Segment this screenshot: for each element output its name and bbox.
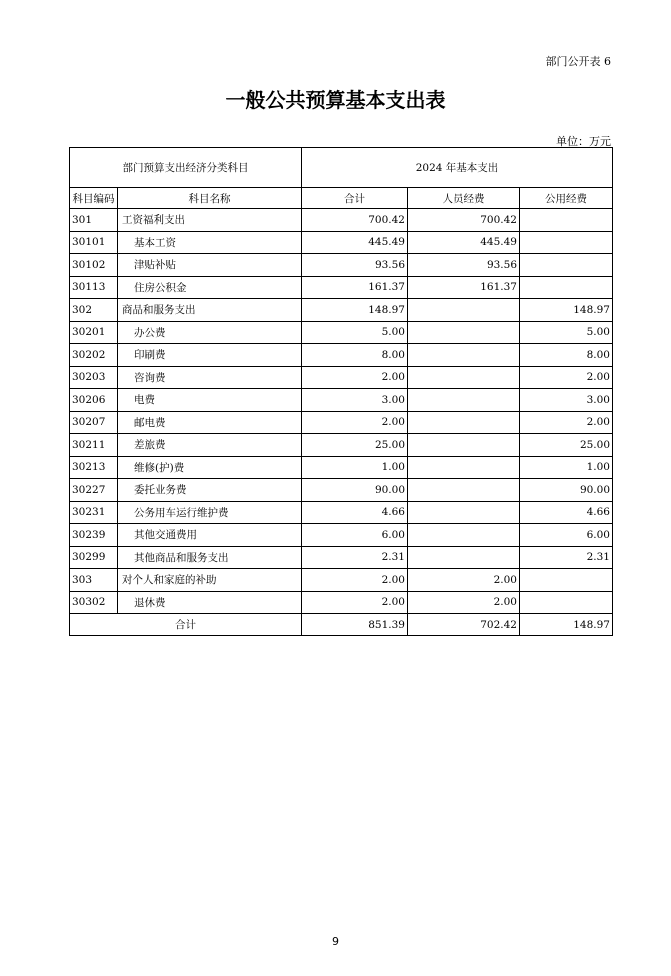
public-cell [520, 231, 613, 254]
name-cell: 差旅费 [118, 434, 302, 457]
table-row [70, 479, 613, 502]
total-cell: 445.49 [302, 231, 408, 254]
name-cell: 商品和服务支出 [118, 299, 302, 322]
header-row-group [70, 148, 613, 188]
personnel-cell: 700.42 [408, 209, 520, 232]
personnel-cell [408, 344, 520, 367]
col-header-personnel: 人员经费 [408, 188, 520, 209]
total-cell: 25.00 [302, 434, 408, 457]
name-cell: 住房公积金 [118, 276, 302, 299]
personnel-cell: 2.00 [408, 569, 520, 592]
total-cell: 2.00 [302, 569, 408, 592]
personnel-cell [408, 479, 520, 502]
public-cell [520, 209, 613, 232]
name-cell: 咨询费 [118, 366, 302, 389]
header-year-expenditure: 2024 年基本支出 [302, 148, 613, 188]
col-header-total: 合计 [302, 188, 408, 209]
total-cell: 4.66 [302, 501, 408, 524]
total-cell: 1.00 [302, 456, 408, 479]
public-cell [520, 276, 613, 299]
personnel-cell: 2.00 [408, 591, 520, 614]
code-cell: 30202 [70, 344, 118, 367]
public-cell: 1.00 [520, 456, 613, 479]
code-cell: 30299 [70, 546, 118, 569]
table-row [70, 231, 613, 254]
code-cell: 30201 [70, 321, 118, 344]
code-cell: 30302 [70, 591, 118, 614]
public-cell: 2.00 [520, 366, 613, 389]
total-cell: 3.00 [302, 389, 408, 412]
col-header-name: 科目名称 [118, 188, 302, 209]
personnel-cell [408, 524, 520, 547]
total-cell: 2.00 [302, 411, 408, 434]
name-cell: 印刷费 [118, 344, 302, 367]
total-personnel-cell: 702.42 [408, 614, 520, 636]
name-cell: 其他商品和服务支出 [118, 546, 302, 569]
header-row-columns [70, 188, 613, 209]
total-cell: 2.31 [302, 546, 408, 569]
page-title: 一般公共预算基本支出表 [225, 88, 446, 112]
table-row [70, 591, 613, 614]
personnel-cell [408, 456, 520, 479]
personnel-cell [408, 501, 520, 524]
table-row [70, 546, 613, 569]
name-cell: 电费 [118, 389, 302, 412]
personnel-cell [408, 299, 520, 322]
personnel-cell: 93.56 [408, 254, 520, 277]
personnel-cell: 445.49 [408, 231, 520, 254]
name-cell: 办公费 [118, 321, 302, 344]
personnel-cell [408, 411, 520, 434]
public-cell: 4.66 [520, 501, 613, 524]
public-cell: 2.00 [520, 411, 613, 434]
table-row [70, 456, 613, 479]
public-cell: 3.00 [520, 389, 613, 412]
public-cell: 6.00 [520, 524, 613, 547]
table-row [70, 344, 613, 367]
total-public-cell: 148.97 [520, 614, 613, 636]
personnel-cell [408, 366, 520, 389]
total-cell: 161.37 [302, 276, 408, 299]
public-cell [520, 591, 613, 614]
table-row [70, 299, 613, 322]
name-cell: 退休费 [118, 591, 302, 614]
public-cell: 90.00 [520, 479, 613, 502]
total-label: 合计 [70, 614, 302, 636]
personnel-cell: 161.37 [408, 276, 520, 299]
table-row [70, 366, 613, 389]
public-cell: 8.00 [520, 344, 613, 367]
page-number: 9 [332, 935, 339, 948]
public-cell: 5.00 [520, 321, 613, 344]
table-row [70, 321, 613, 344]
code-cell: 302 [70, 299, 118, 322]
form-number-label: 部门公开表 6 [545, 55, 611, 68]
total-row [70, 614, 613, 636]
code-cell: 30211 [70, 434, 118, 457]
table-row [70, 524, 613, 547]
total-cell: 8.00 [302, 344, 408, 367]
table-row [70, 209, 613, 232]
code-cell: 30231 [70, 501, 118, 524]
name-cell: 其他交通费用 [118, 524, 302, 547]
header-classification: 部门预算支出经济分类科目 [70, 148, 302, 188]
code-cell: 30213 [70, 456, 118, 479]
total-cell: 2.00 [302, 366, 408, 389]
public-cell: 2.31 [520, 546, 613, 569]
code-cell: 30239 [70, 524, 118, 547]
code-cell: 30101 [70, 231, 118, 254]
name-cell: 公务用车运行维护费 [118, 501, 302, 524]
name-cell: 基本工资 [118, 231, 302, 254]
table-row [70, 569, 613, 592]
public-cell [520, 254, 613, 277]
table-row [70, 411, 613, 434]
name-cell: 工资福利支出 [118, 209, 302, 232]
personnel-cell [408, 434, 520, 457]
name-cell: 津贴补贴 [118, 254, 302, 277]
total-total-cell: 851.39 [302, 614, 408, 636]
personnel-cell [408, 546, 520, 569]
code-cell: 303 [70, 569, 118, 592]
table-row [70, 501, 613, 524]
code-cell: 30227 [70, 479, 118, 502]
name-cell: 对个人和家庭的补助 [118, 569, 302, 592]
code-cell: 30207 [70, 411, 118, 434]
code-cell: 301 [70, 209, 118, 232]
table-row [70, 389, 613, 412]
table-row [70, 276, 613, 299]
unit-label: 单位：万元 [556, 135, 611, 148]
public-cell [520, 569, 613, 592]
total-cell: 93.56 [302, 254, 408, 277]
col-header-public: 公用经费 [520, 188, 613, 209]
public-cell: 148.97 [520, 299, 613, 322]
total-cell: 2.00 [302, 591, 408, 614]
col-header-code: 科目编码 [70, 188, 118, 209]
budget-table [69, 147, 613, 636]
name-cell: 邮电费 [118, 411, 302, 434]
code-cell: 30113 [70, 276, 118, 299]
code-cell: 30206 [70, 389, 118, 412]
total-cell: 6.00 [302, 524, 408, 547]
table-row [70, 254, 613, 277]
name-cell: 维修(护)费 [118, 456, 302, 479]
code-cell: 30102 [70, 254, 118, 277]
total-cell: 90.00 [302, 479, 408, 502]
public-cell: 25.00 [520, 434, 613, 457]
total-cell: 700.42 [302, 209, 408, 232]
personnel-cell [408, 321, 520, 344]
personnel-cell [408, 389, 520, 412]
name-cell: 委托业务费 [118, 479, 302, 502]
table-row [70, 434, 613, 457]
code-cell: 30203 [70, 366, 118, 389]
total-cell: 5.00 [302, 321, 408, 344]
total-cell: 148.97 [302, 299, 408, 322]
